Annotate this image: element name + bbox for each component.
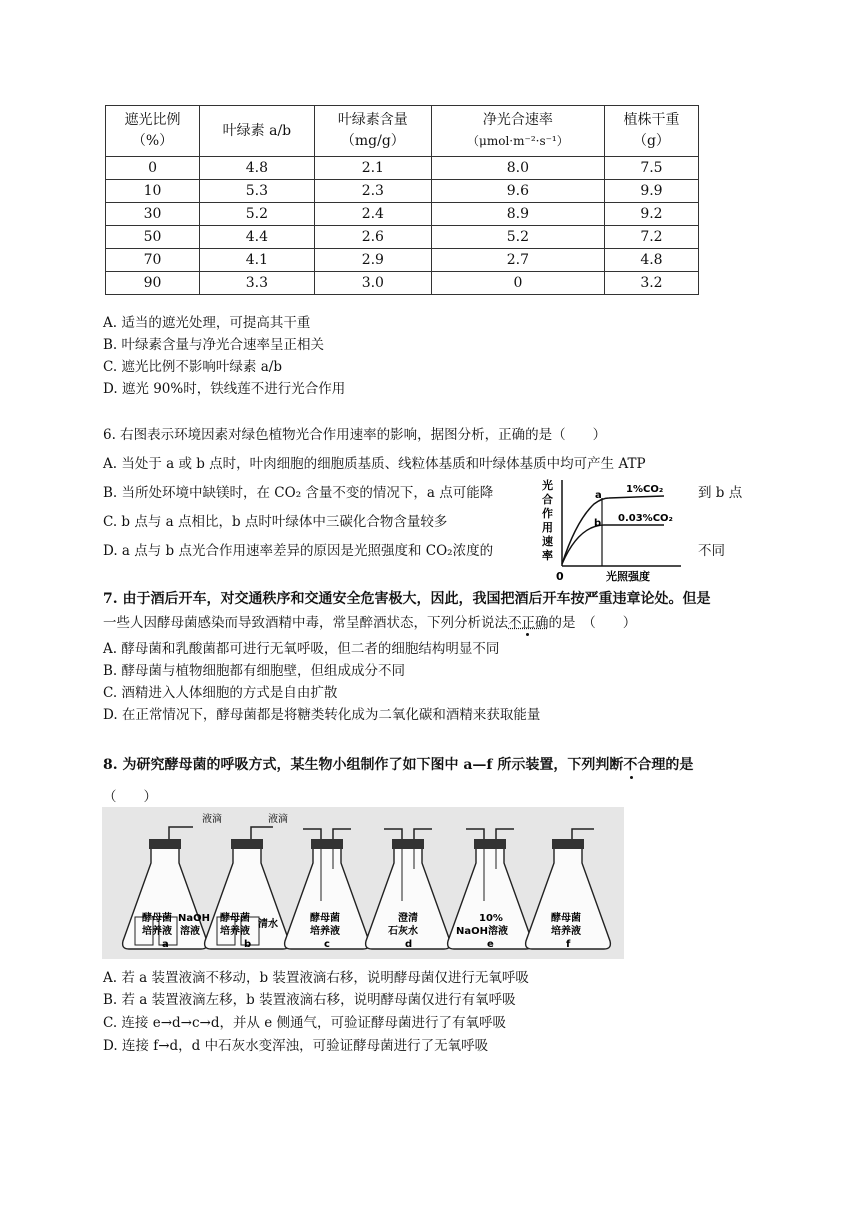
- svg-text:c: c: [324, 939, 330, 950]
- svg-text:清水: 清水: [258, 919, 278, 930]
- table-row: [106, 272, 699, 295]
- q7-option-c: C. 酒精进入人体细胞的方式是自由扩散: [103, 685, 338, 701]
- q5-option-b: B. 叶绿素含量与净光合速率呈正相关: [103, 337, 325, 353]
- q6-option-c: C. b 点与 a 点相比，b 点时叶绿体中三碳化合物含量较多: [103, 514, 448, 530]
- table-cell: 3.3: [200, 272, 315, 295]
- table-header-row: [106, 106, 699, 157]
- header-chl-content: 叶绿素含量 （mg/g）: [314, 106, 431, 157]
- curve1-label: 1%CO₂: [626, 484, 664, 495]
- table-cell: 5.2: [200, 203, 315, 226]
- curve-low-co2: [562, 525, 664, 564]
- table-cell: 3.2: [604, 272, 698, 295]
- q8-emphasis: 不: [623, 754, 637, 774]
- table-row: [106, 157, 699, 180]
- table-cell: 2.1: [314, 157, 431, 180]
- svg-text:用: 用: [542, 521, 553, 534]
- svg-text:培养液: 培养液: [220, 926, 250, 937]
- table-cell: 30: [106, 203, 200, 226]
- yeast-apparatus-figure: [102, 807, 624, 959]
- table-cell: 9.6: [431, 180, 604, 203]
- svg-text:溶液: 溶液: [180, 926, 200, 937]
- svg-text:b: b: [244, 939, 252, 950]
- q8-stem-line2: （ ）: [103, 789, 157, 805]
- table-cell: 8.9: [431, 203, 604, 226]
- photosynthesis-graph: [536, 476, 686, 586]
- q6-option-b-tail: 到 b 点: [698, 485, 743, 501]
- svg-text:合: 合: [542, 493, 553, 506]
- table-cell: 70: [106, 249, 200, 272]
- q7-option-b: B. 酵母菌与植物细胞都有细胞壁，但组成成分不同: [103, 663, 406, 679]
- table-cell: 0: [431, 272, 604, 295]
- table-cell: 10: [106, 180, 200, 203]
- q7-emphasis: 不正确: [508, 611, 549, 631]
- header-shading-ratio: 遮光比例 （%）: [106, 106, 200, 157]
- svg-text:NaOH溶液: NaOH溶液: [456, 926, 508, 937]
- shading-data-table: [105, 105, 699, 295]
- svg-text:率: 率: [542, 549, 553, 562]
- svg-text:d: d: [405, 939, 413, 950]
- point-a-label: a: [595, 490, 602, 501]
- curve2-label: 0.03%CO₂: [618, 513, 673, 524]
- q6-option-a: A. 当处于 a 或 b 点时，叶肉细胞的细胞质基质、线粒体基质和叶绿体基质中均可产生 ATP: [103, 456, 646, 472]
- table-cell: 9.2: [604, 203, 698, 226]
- q8-option-d: D. 连接 f→d，d 中石灰水变浑浊，可验证酵母菌进行了无氧呼吸: [103, 1038, 489, 1054]
- table-row: [106, 249, 699, 272]
- table-row: [106, 180, 699, 203]
- svg-text:f: f: [566, 939, 571, 950]
- svg-text:10%: 10%: [479, 913, 503, 924]
- table-cell: 9.9: [604, 180, 698, 203]
- q8-option-a: A. 若 a 装置液滴不移动，b 装置液滴右移，说明酵母菌仅进行无氧呼吸: [103, 970, 529, 986]
- table-cell: 7.2: [604, 226, 698, 249]
- header-net-photo-rate: 净光合速率 （μmol·m⁻²·s⁻¹）: [431, 106, 604, 157]
- table-row: [106, 226, 699, 249]
- table-cell: 2.9: [314, 249, 431, 272]
- svg-text:培养液: 培养液: [310, 926, 340, 937]
- svg-text:酵母菌: 酵母菌: [142, 913, 172, 924]
- q5-option-a: A. 适当的遮光处理，可提高其干重: [103, 315, 311, 331]
- graph-xlabel: 光照强度: [606, 570, 650, 583]
- header-dry-weight: 植株干重 （g）: [604, 106, 698, 157]
- q6-option-d: D. a 点与 b 点光合作用速率差异的原因是光照强度和 CO₂浓度的: [103, 543, 494, 559]
- svg-text:酵母菌: 酵母菌: [310, 913, 340, 924]
- q7-option-d: D. 在正常情况下，酵母菌都是将糖类转化成为二氧化碳和酒精来获取能量: [103, 707, 541, 723]
- table-cell: 4.8: [200, 157, 315, 180]
- graph-origin: 0: [556, 570, 564, 583]
- table-cell: 50: [106, 226, 200, 249]
- q7-stem-line2: 一些人因酵母菌感染而导致酒精中毒，常呈醉酒状态，下列分析说法不正确的是 （ ）: [103, 611, 636, 631]
- svg-text:作: 作: [542, 507, 553, 520]
- q7-stem-line1: 7. 由于酒后开车，对交通秩序和交通安全危害极大，因此，我国把酒后开车按严重违章论处。但是: [103, 591, 711, 607]
- table-cell: 7.5: [604, 157, 698, 180]
- table-cell: 2.3: [314, 180, 431, 203]
- q5-option-c: C. 遮光比例不影响叶绿素 a/b: [103, 359, 282, 375]
- curve-high-co2: [562, 496, 664, 564]
- drop-label-a: 液滴: [202, 814, 222, 825]
- q6-stem: 6. 右图表示环境因素对绿色植物光合作用速率的影响，据图分析，正确的是（ ）: [103, 427, 607, 443]
- table-cell: 90: [106, 272, 200, 295]
- svg-text:澄清: 澄清: [398, 913, 418, 924]
- svg-text:a: a: [162, 939, 169, 950]
- q8-option-b: B. 若 a 装置液滴左移，b 装置液滴右移，说明酵母菌仅进行有氧呼吸: [103, 992, 516, 1008]
- table-cell: 8.0: [431, 157, 604, 180]
- q6-option-b: B. 当所处环境中缺镁时，在 CO₂ 含量不变的情况下，a 点可能降: [103, 485, 494, 501]
- svg-text:石灰水: 石灰水: [388, 926, 418, 937]
- q8-stem-line1: 8. 为研究酵母菌的呼吸方式，某生物小组制作了如下图中 a—f 所示装置，下列判断不合理的是: [103, 754, 693, 774]
- q8-option-c: C. 连接 e→d→c→d，并从 e 侧通气，可验证酵母菌进行了有氧呼吸: [103, 1015, 507, 1031]
- drop-label-b: 液滴: [268, 814, 288, 825]
- q7-option-a: A. 酵母菌和乳酸菌都可进行无氧呼吸，但二者的细胞结构明显不同: [103, 641, 500, 657]
- svg-text:培养液: 培养液: [142, 926, 172, 937]
- table-cell: 2.6: [314, 226, 431, 249]
- point-b-label: b: [594, 518, 602, 529]
- svg-text:酵母菌: 酵母菌: [220, 913, 250, 924]
- svg-text:培养液: 培养液: [551, 926, 581, 937]
- table-cell: 5.3: [200, 180, 315, 203]
- header-chl-ab: 叶绿素 a/b: [200, 106, 315, 157]
- table-cell: 4.8: [604, 249, 698, 272]
- svg-text:NaOH: NaOH: [178, 913, 210, 924]
- svg-text:e: e: [487, 939, 494, 950]
- table-cell: 2.7: [431, 249, 604, 272]
- table-cell: 4.4: [200, 226, 315, 249]
- svg-text:酵母菌: 酵母菌: [551, 913, 581, 924]
- svg-text:速: 速: [542, 535, 553, 548]
- q5-option-d: D. 遮光 90%时，铁线莲不进行光合作用: [103, 381, 346, 397]
- table-cell: 5.2: [431, 226, 604, 249]
- table-cell: 4.1: [200, 249, 315, 272]
- table-row: [106, 203, 699, 226]
- table-cell: 0: [106, 157, 200, 180]
- graph-ylabel: [542, 478, 553, 562]
- svg-text:光: 光: [542, 479, 553, 492]
- q6-option-d-tail: 不同: [698, 543, 725, 559]
- table-cell: 2.4: [314, 203, 431, 226]
- table-cell: 3.0: [314, 272, 431, 295]
